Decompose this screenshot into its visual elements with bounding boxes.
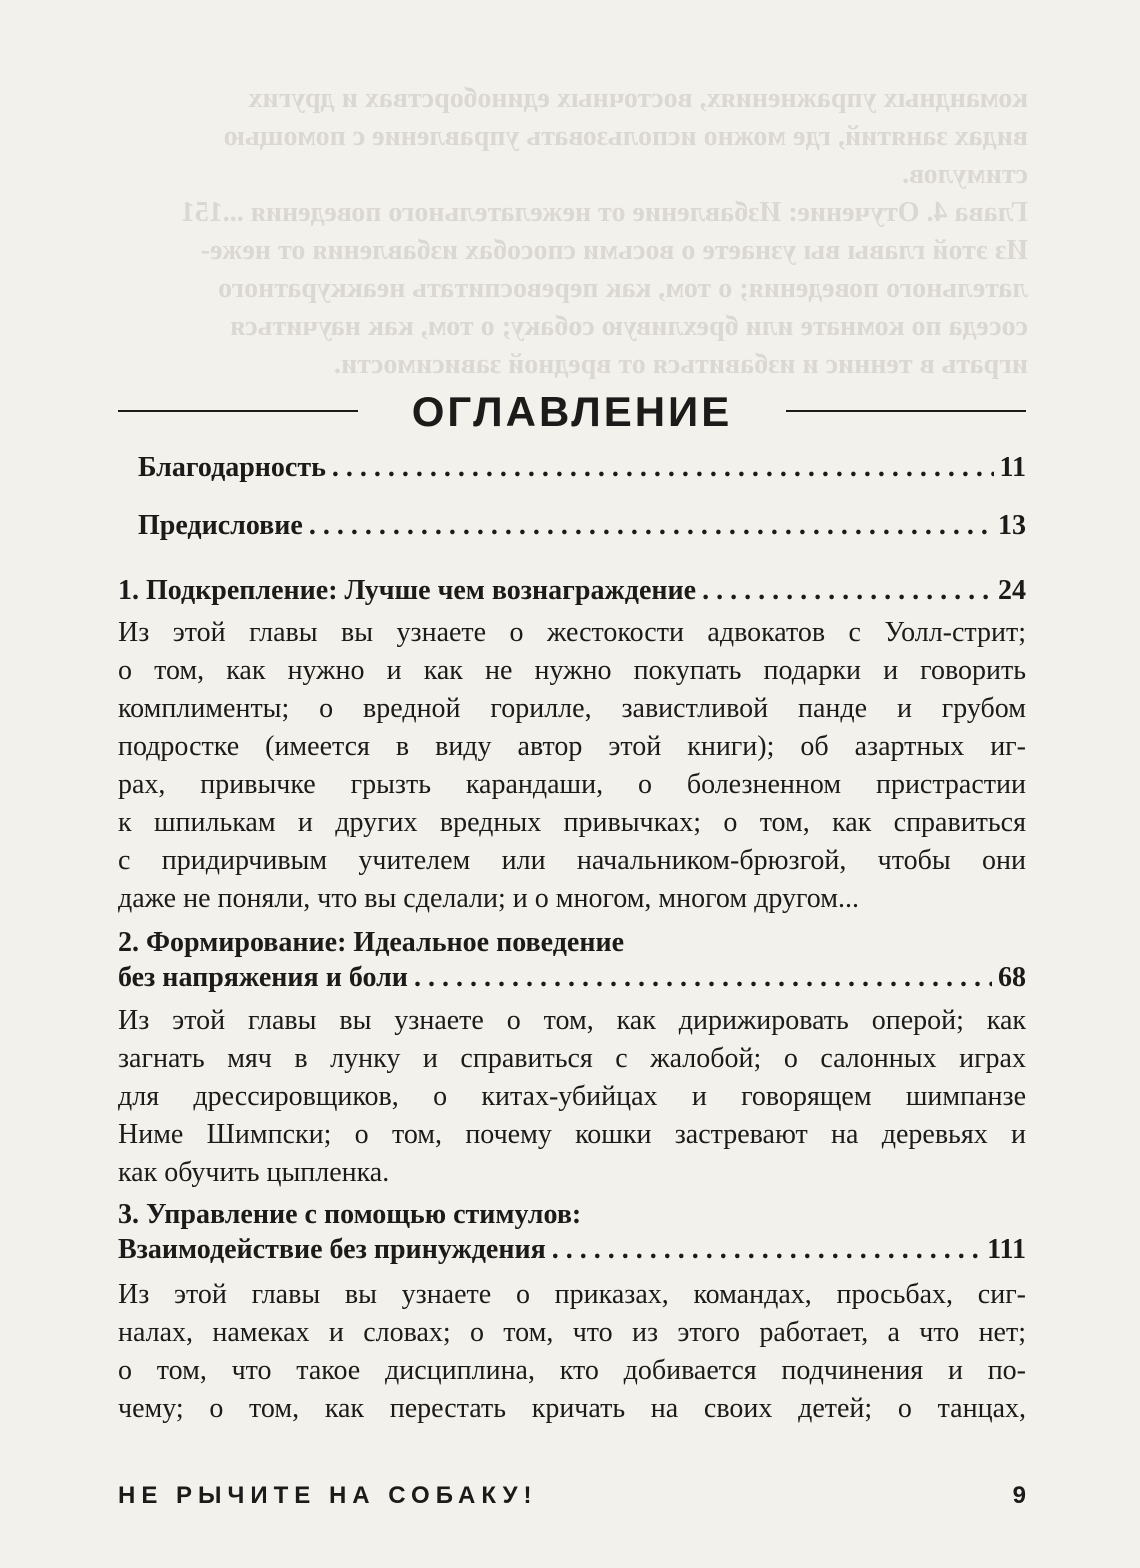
description-line: комплименты; о вредной горилле, завистливой панде и грубом — [118, 693, 1026, 724]
ghost-line: соседа по комнате или брехливую собаку; о том, как научиться — [230, 311, 1028, 342]
running-head: НЕ РЫЧИТЕ НА СОБАКУ! — [118, 1482, 538, 1509]
dot-leader — [552, 1234, 981, 1266]
description-line: как обучить цыпленка. — [118, 1157, 390, 1188]
bleed-through-text — [98, 80, 1028, 384]
toc-entry-page: 68 — [998, 962, 1026, 993]
description-line: даже не поняли, что вы сделали; и о многом, многом другом... — [118, 883, 859, 914]
description-line: Из этой главы вы узнаете о приказах, командах, просьбах, сиг- — [118, 1279, 1026, 1310]
chapter-1-description — [118, 614, 1026, 918]
ghost-line: лательного поведения; о том, как перевоспитать неаккуратного — [218, 273, 1028, 304]
ghost-line: видах занятий, где можно использовать управление с помощью — [223, 121, 1028, 152]
ghost-line: Глава 4. Отучение: Избавление от нежелательного поведения ...151 — [180, 197, 1028, 228]
toc-entry-acknowledgements[interactable] — [138, 452, 1026, 484]
description-line: о том, как нужно и как не нужно покупать подарки и говорить — [118, 655, 1026, 686]
description-line: с придирчивым учителем или начальником-брюзгой, чтобы они — [118, 845, 1026, 876]
title-rule-right — [786, 410, 1026, 412]
toc-entry-label: Взаимодействие без принуждения — [118, 1234, 546, 1265]
ghost-line: Из этой главы вы узнаете о восьми способах избавления от неже- — [200, 235, 1028, 266]
toc-entry-label: Благодарность — [138, 452, 326, 483]
dot-leader — [702, 575, 992, 607]
description-line: налах, намеках и словах; о том, что из этого работает, а что нет; — [118, 1317, 1026, 1348]
toc-entry-chapter-2[interactable] — [118, 962, 1026, 994]
description-line: чему; о том, как перестать кричать на своих детей; о танцах, — [118, 1393, 1026, 1424]
chapter-3-description — [118, 1276, 1026, 1428]
page-footer — [118, 1482, 1026, 1522]
dot-leader — [414, 962, 992, 994]
description-line: рах, привычке грызть карандаши, о болезненном пристрастии — [118, 769, 1026, 800]
toc-entry-preface[interactable] — [138, 510, 1026, 542]
toc-entry-label: Предисловие — [138, 510, 303, 541]
dot-leader — [309, 510, 992, 542]
toc-title: ОГЛАВЛЕНИЕ — [411, 388, 733, 435]
toc-entry-page: 111 — [987, 1234, 1026, 1265]
ghost-line: играть в теннис и избавиться от вредной зависимости. — [334, 349, 1028, 380]
description-line: Ниме Шимпски; о том, почему кошки застревают на деревьях и — [118, 1119, 1026, 1150]
dot-leader — [332, 452, 994, 484]
chapter-2-description — [118, 1002, 1026, 1192]
description-line: к шпилькам и других вредных привычках; о том, как справиться — [118, 807, 1026, 838]
toc-entry-page: 24 — [998, 575, 1026, 606]
page-number: 9 — [1012, 1482, 1026, 1509]
toc-entry-page: 13 — [998, 510, 1026, 541]
description-line: подростке (имеется в виду автор этой книги); об азартных иг- — [118, 731, 1026, 762]
description-line: загнать мяч в лунку и справиться с жалобой; о салонных играх — [118, 1043, 1026, 1074]
toc-title-row — [118, 382, 1026, 442]
description-line: о том, что такое дисциплина, кто добивается подчинения и по- — [118, 1355, 1026, 1386]
ghost-line: стимулов. — [902, 159, 1028, 190]
toc-entry-chapter-1[interactable] — [118, 575, 1026, 607]
chapter-2-heading-line1[interactable]: 2. Формирование: Идеальное поведение — [118, 927, 625, 958]
toc-entry-chapter-3[interactable] — [118, 1234, 1026, 1266]
chapter-3-heading-line1[interactable]: 3. Управление с помощью стимулов: — [118, 1199, 582, 1230]
description-line: для дрессировщиков, о китах-убийцах и говорящем шимпанзе — [118, 1081, 1026, 1112]
ghost-line: командных упражнениях, восточных единоборствах и других — [248, 83, 1028, 114]
toc-entry-label: без напряжения и боли — [118, 962, 408, 993]
toc-entry-page: 11 — [999, 452, 1026, 483]
toc-entry-label: 1. Подкрепление: Лучше чем вознаграждение — [118, 575, 697, 606]
description-line: Из этой главы вы узнаете о жестокости адвокатов с Уолл-стрит; — [118, 617, 1026, 648]
description-line: Из этой главы вы узнаете о том, как дирижировать оперой; как — [118, 1005, 1026, 1036]
